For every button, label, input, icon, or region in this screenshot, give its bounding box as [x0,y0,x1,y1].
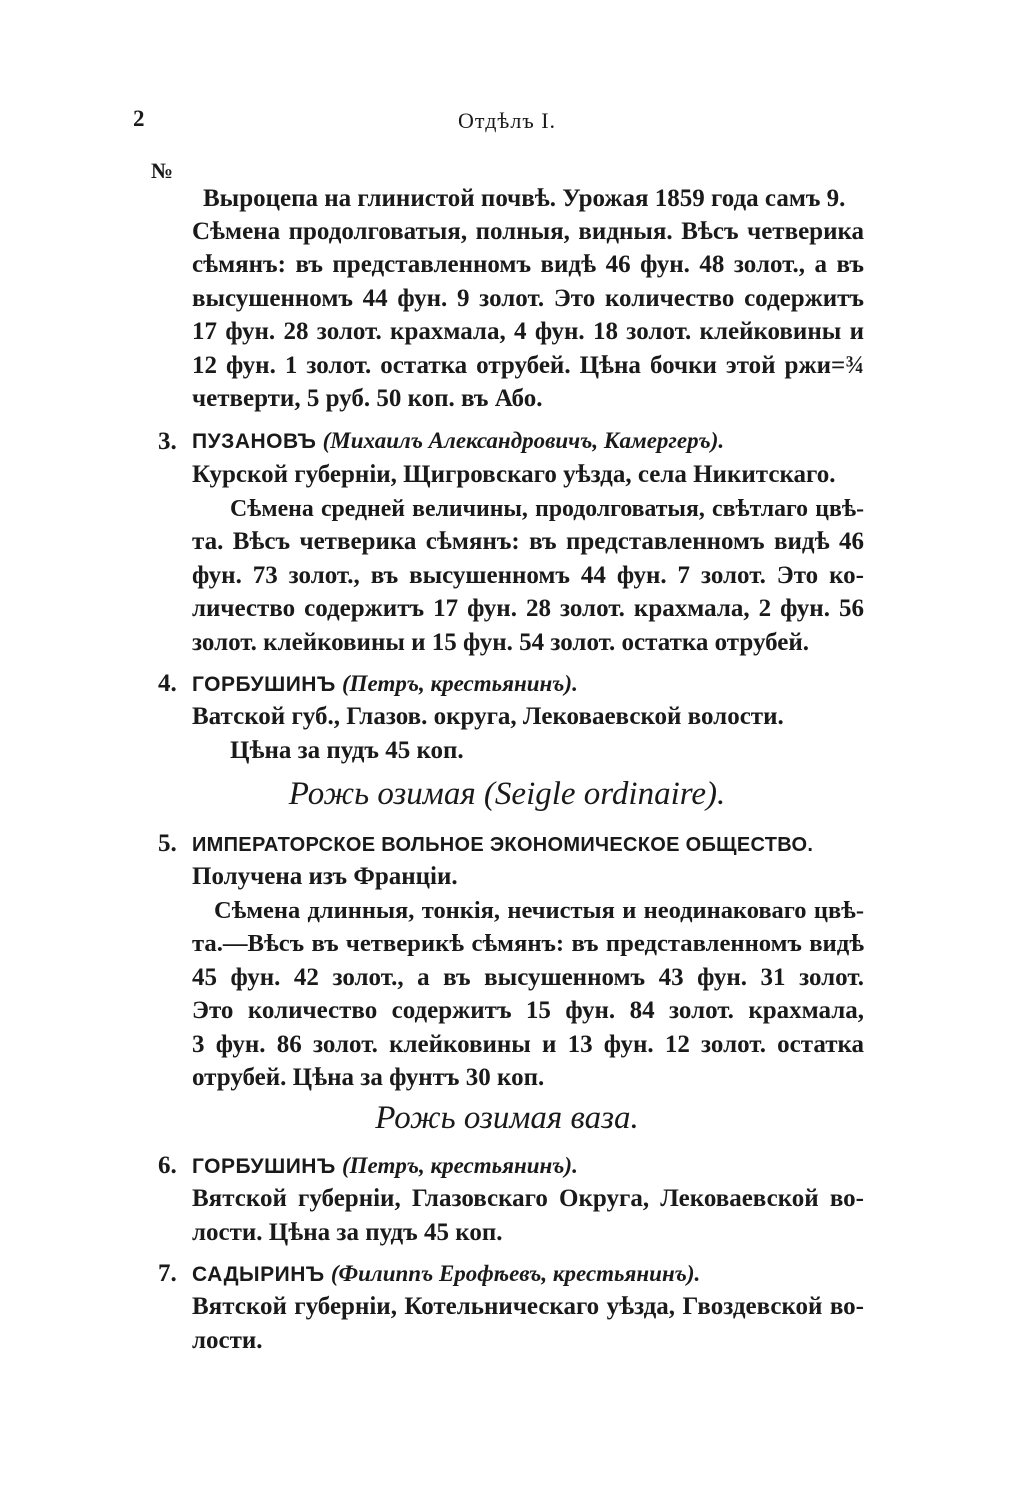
entry-name: ПУЗАНОВЪ [192,430,317,453]
entry-name: САДЫРИНЪ [192,1263,325,1286]
text-line: Вятской губерніи, Котельническаго уѣзда, Гвоздевской во- [192,1293,864,1320]
entry-heading [192,828,813,861]
text-line: Вятской губерніи, Глазовскаго Округа, Лековаевской во- [192,1185,864,1212]
text-line: 17 фун. 28 золот. крахмала, 4 фун. 18 золот. клейковины и [192,318,864,345]
text-line: 3 фун. 86 золот. клейковины и 13 фун. 12 золот. остатка [192,1031,864,1058]
text-line: Сѣмена продолговатыя, полныя, видныя. Вѣсъ четверика [192,218,864,245]
entry-number: 4. [158,670,177,697]
text-line: золот. клейковины и 15 фун. 54 золот. остатка отрубей. [192,629,810,656]
entry-number: 6. [158,1152,177,1179]
page-number: 2 [133,106,145,131]
entry-heading [192,1258,700,1291]
entry-heading [192,425,724,458]
text-line: лости. [192,1327,263,1354]
text-line: Выроцепа на глинистой почвѣ. Урожая 1859 года самъ 9. [203,185,846,212]
text-line: личество содержитъ 17 фун. 28 золот. крахмала, 2 фун. 56 [192,595,864,622]
running-head: Отдѣлъ I. [457,108,557,133]
text-line: высушенномъ 44 фун. 9 золот. Это количество содержитъ [192,285,864,312]
entry-number: 3. [158,428,177,455]
entry-title: (Филиппъ Ерофѣевъ, крестьянинъ). [330,1261,701,1286]
entry-location: Ватской губ., Глазов. округа, Лековаевской волости. [192,703,784,730]
entry-heading [192,668,578,701]
text-line: фун. 73 золот., въ высушенномъ 44 фун. 7 золот. Это ко- [192,562,864,589]
entry-name: ИМПЕРАТОРСКОЕ ВОЛЬНОЕ ЭКОНОМИЧЕСКОЕ ОБЩЕСТВО. [192,834,814,856]
entry-location: Курской губерніи, Щигровскаго уѣзда, села Никитскаго. [192,461,836,488]
text-line: Это количество содержитъ 15 фун. 84 золот. крахмала, [192,997,864,1024]
text-line: сѣмянъ: въ представленномъ видѣ 46 фун. 48 золот., а въ [192,251,864,278]
entry-title: (Михаилъ Александровичъ, Камергеръ). [322,428,725,453]
text-line: та.—Вѣсъ въ четверикѣ сѣмянъ: въ представленномъ видѣ [192,930,864,957]
entry-heading [192,1150,578,1183]
section-heading: Рожь озимая (Seigle ordinaire). [288,776,726,812]
entry-title: (Петръ, крестьянинъ). [341,1153,578,1178]
entry-name: ГОРБУШИНЪ [192,1155,336,1178]
text-line: лости. Цѣна за пудъ 45 коп. [192,1219,503,1246]
text-line: та. Вѣсъ четверика сѣмянъ: въ представленномъ видѣ 46 [192,528,864,555]
section-heading: Рожь озимая ваза. [375,1100,639,1136]
text-line: отрубей. Цѣна за фунтъ 30 коп. [192,1064,545,1091]
entry-number: 5. [158,830,177,857]
entry-location: Получена изъ Франціи. [192,863,458,890]
text-line: четверти, 5 руб. 50 коп. въ Або. [192,385,543,412]
entry-title: (Петръ, крестьянинъ). [341,671,578,696]
number-sign: № [151,158,174,183]
text-line: 45 фун. 42 золот., а въ высушенномъ 43 фун. 31 золот. [192,964,864,991]
entry-name: ГОРБУШИНЪ [192,673,336,696]
text-line: Сѣмена длинныя, тонкія, нечистыя и неодинаковаго цвѣ- [214,897,864,924]
text-line: Сѣмена средней величины, продолговатыя, свѣтлаго цвѣ- [230,496,864,522]
text-line: 12 фун. 1 золот. остатка отрубей. Цѣна бочки этой ржи=¾ [192,352,864,379]
entry-price: Цѣна за пудъ 45 коп. [230,737,464,764]
entry-number: 7. [158,1260,177,1287]
